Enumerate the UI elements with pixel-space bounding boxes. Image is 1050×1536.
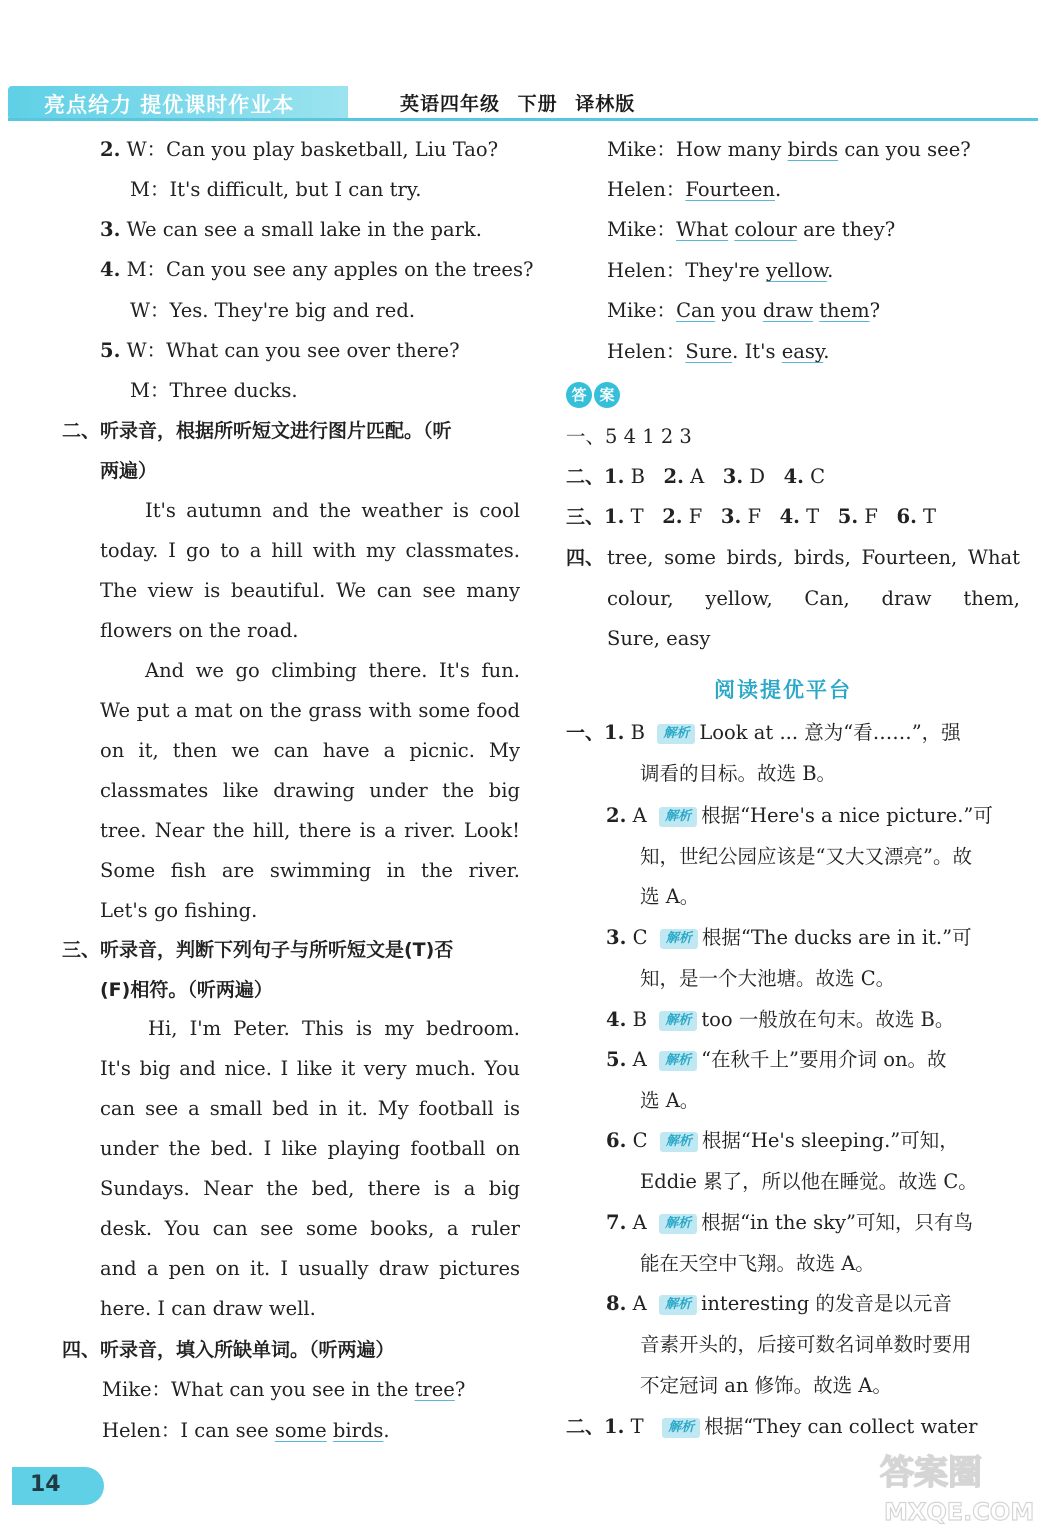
answer-line-3: 三、1. T 2. F 3. F 4. T 5. F 6. T (566, 505, 937, 528)
passage-2-line: And we go climbing there. It's fun. (145, 659, 520, 682)
analysis-tag: 解析 (662, 1418, 700, 1438)
passage-1-line: It's autumn and the weather is cool (145, 499, 520, 522)
svg-text:MXQE.COM: MXQE.COM (884, 1498, 1035, 1526)
watermark-logo (870, 1440, 1040, 1530)
reading-answer-cont: 选 A。 (640, 885, 700, 908)
dialogue-line: Helen：Fourteen. (607, 178, 782, 201)
reading-answer: 8. A 解析 interesting 的发音是以元音 (606, 1292, 952, 1315)
passage-2-line: Some fish are swimming in the river. (100, 859, 520, 882)
section-3-title-cont: (F)相符。（听两遍） (100, 979, 273, 1001)
answer-line-4-prefix: 四、 (566, 547, 605, 569)
reading-answer: 二、1. T 解析 根据“They can collect water (566, 1415, 978, 1438)
passage-2-line: Let's go fishing. (100, 899, 258, 922)
reading-answer-cont: Eddie 累了，所以他在睡觉。故选 C。 (640, 1170, 978, 1193)
left-line-2: 2. W：Can you play basketball, Liu Tao? (100, 138, 499, 161)
dialogue-line: Helen：I can see some birds. (102, 1419, 390, 1442)
reading-answer: 7. A 解析 根据“in the sky”可知，只有鸟 (606, 1211, 973, 1234)
passage-3-line: can see a small bed in it. My football is (100, 1097, 520, 1120)
passage-3-line: here. I can draw well. (100, 1297, 316, 1320)
left-line-4: 4. M：Can you see any apples on the trees? (100, 258, 534, 281)
reading-platform-title: 阅读提优平台 (714, 678, 852, 702)
left-line-5: 5. W：What can you see over there? (100, 339, 460, 362)
answer-line-2: 二、1. B 2. A 3. D 4. C (566, 465, 826, 488)
section-2-title-cont: 两遍） (100, 460, 158, 482)
reading-answer-cont: 调看的目标。故选 B。 (640, 762, 837, 785)
left-line-4b: W：Yes. They're big and red. (130, 299, 416, 322)
reading-answer: 一、1. B 解析 Look at ... 意为“看……”，强 (566, 721, 961, 744)
passage-3-line: under the bed. I like playing football on (100, 1137, 520, 1160)
analysis-tag: 解析 (659, 1011, 697, 1031)
answer-line-1: 一、5 4 1 2 3 (566, 425, 692, 448)
passage-1-line: today. I go to a hill with my classmates. (100, 539, 520, 562)
reading-answer: 2. A 解析 根据“Here's a nice picture.”可 (606, 804, 993, 827)
reading-answer-cont: 不定冠词 an 修饰。故选 A。 (640, 1374, 892, 1397)
reading-answer-cont: 能在天空中飞翔。故选 A。 (640, 1252, 875, 1275)
svg-text:答案圈: 答案圈 (880, 1453, 982, 1493)
passage-3-line: Hi, I'm Peter. This is my bedroom. (148, 1017, 520, 1040)
section-2-title: 二、听录音，根据所听短文进行图片匹配。（听 (62, 420, 452, 442)
left-line-3: 3. We can see a small lake in the park. (100, 218, 482, 241)
passage-1-line: The view is beautiful. We can see many (100, 579, 520, 602)
dialogue-line: Mike：What colour are they? (607, 218, 896, 241)
passage-3-line: It's big and nice. I like it very much. You (100, 1057, 520, 1080)
passage-3-line: and a pen on it. I usually draw pictures (100, 1257, 520, 1280)
reading-answer-cont: 知，世纪公园应该是“又大又漂亮”。故 (640, 845, 972, 868)
answer-line-4: tree, some birds, birds, Fourteen, What (607, 546, 1020, 569)
passage-3-line: desk. You can see some books, a ruler (100, 1217, 520, 1240)
passage-2-line: on it, then we can have a picnic. My (100, 739, 520, 762)
dialogue-line: Helen：Sure. It's easy. (607, 340, 830, 363)
passage-1-line: flowers on the road. (100, 619, 299, 642)
passage-2-line: tree. Near the hill, there is a river. Look! (100, 819, 520, 842)
dialogue-line: Mike：Can you draw them? (607, 299, 881, 322)
analysis-tag: 解析 (660, 929, 698, 949)
analysis-tag: 解析 (659, 1051, 697, 1071)
book-subtitle: 英语四年级 下册 译林版 (400, 93, 636, 115)
analysis-tag: 解析 (659, 807, 697, 827)
dialogue-line: Helen：They're yellow. (607, 259, 834, 282)
analysis-tag: 解析 (659, 1214, 697, 1234)
passage-2-line: We put a mat on the grass with some food (100, 699, 520, 722)
answer-line-4: colour, yellow, Can, draw them, (607, 587, 1020, 610)
analysis-tag: 解析 (660, 1132, 698, 1152)
answer-line-4: Sure, easy (607, 627, 711, 650)
dialogue-line: Mike：What can you see in the tree? (102, 1378, 466, 1401)
section-4-title: 四、听录音，填入所缺单词。（听两遍） (62, 1339, 395, 1361)
dialogue-line: Mike：How many birds can you see? (607, 138, 971, 161)
answer-badge: 答 案 (566, 382, 622, 410)
passage-3-line: Sundays. Near the bed, there is a big (100, 1177, 520, 1200)
reading-answer-cont: 音素开头的，后接可数名词单数时要用 (640, 1333, 972, 1356)
reading-answer: 6. C 解析 根据“He's sleeping.”可知， (606, 1129, 959, 1152)
left-line-2b: M：It's difficult, but I can try. (130, 178, 422, 201)
section-3-title: 三、听录音，判断下列句子与所听短文是(T)否 (62, 939, 454, 961)
analysis-tag: 解析 (659, 1295, 697, 1315)
reading-answer: 4. B 解析 too 一般放在句末。故选 B。 (606, 1008, 955, 1031)
reading-answer-cont: 选 A。 (640, 1089, 700, 1112)
left-line-5b: M：Three ducks. (130, 379, 298, 402)
analysis-tag: 解析 (657, 724, 695, 744)
reading-answer: 3. C 解析 根据“The ducks are in it.”可 (606, 926, 972, 949)
book-title: 亮点给力 提优课时作业本 (44, 93, 295, 117)
passage-2-line: classmates like drawing under the big (100, 779, 520, 802)
reading-answer: 5. A 解析 “在秋千上”要用介词 on。故 (606, 1048, 947, 1071)
page-number: 14 (30, 1472, 61, 1497)
reading-answer-cont: 知，是一个大池塘。故选 C。 (640, 967, 896, 990)
